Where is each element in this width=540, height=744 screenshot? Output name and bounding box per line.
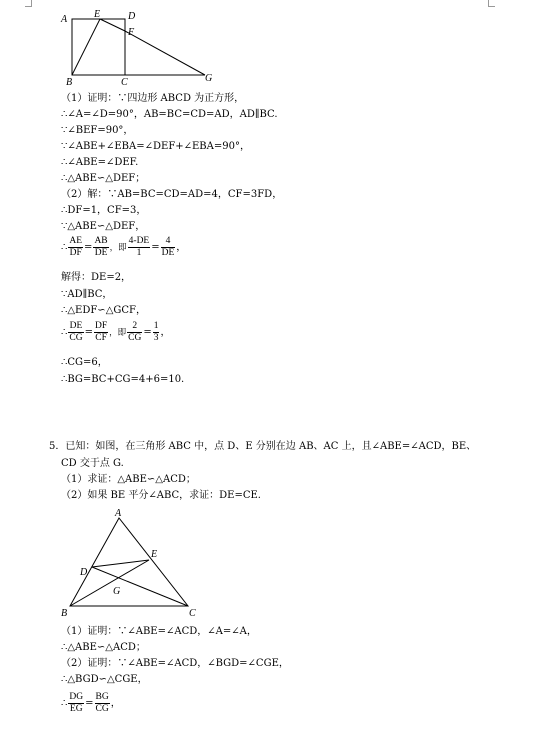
label-d: D bbox=[128, 11, 136, 22]
label-a: A bbox=[61, 14, 68, 25]
label-e: E bbox=[151, 549, 158, 560]
label-g: G bbox=[205, 73, 213, 84]
q5-part-2: （2）如果 BE 平分∠ABC，求证：DE=CE. bbox=[61, 490, 261, 501]
sol4-line-16: ∴BG=BC+CG=4+6=10. bbox=[61, 374, 185, 385]
sol4-line-15: ∴CG=6， bbox=[61, 357, 108, 368]
fraction-4-de-1: $\frac{4-DE}{1}$ bbox=[128, 236, 150, 258]
fraction-ab-de: $\frac{AB}{DE}$ bbox=[94, 236, 108, 258]
label-g: G bbox=[113, 586, 121, 597]
fraction-2-cg: $\frac{2}{CG}$ bbox=[128, 321, 142, 343]
segment-cd bbox=[92, 567, 188, 606]
fraction-1-3: $\frac{1}{3}$ bbox=[153, 321, 159, 343]
label-c: C bbox=[189, 608, 196, 619]
fraction-4-de: $\frac{4}{DE}$ bbox=[161, 236, 175, 258]
segment-de bbox=[92, 560, 149, 567]
sol4-line-1: （1）证明：∵四边形 ABCD 为正方形， bbox=[61, 93, 245, 104]
corner-mark-left-h bbox=[25, 6, 32, 7]
sol5-line-4: ∴△BGD∽△CGE， bbox=[61, 674, 148, 685]
figure-square-abcd bbox=[55, 8, 225, 86]
label-f: F bbox=[128, 27, 135, 38]
fraction-de-cg: $\frac{DE}{CG}$ bbox=[69, 321, 83, 343]
figure-triangle-abc bbox=[58, 505, 208, 619]
sol4-line-11: 解得：DE=2， bbox=[61, 272, 132, 283]
sol5-line-3: （2）证明：∵∠ABE=∠ACD，∠BGD=∠CGE， bbox=[61, 658, 289, 669]
sol4-line-5: ∴∠ABE=∠DEF. bbox=[61, 157, 139, 168]
label-e: E bbox=[94, 9, 101, 20]
sol4-line-14-fraction: ∴ $\frac{DE}{CG}$ = $\frac{DF}{CF}$ ，即 $\frac{2}{CG}$ = $\frac{1}{3}$ ， bbox=[61, 321, 171, 343]
label-b: B bbox=[61, 608, 68, 619]
sol4-line-9: ∵△ABE∽△DEF， bbox=[61, 221, 146, 232]
label-c: C bbox=[121, 77, 128, 86]
segment-be bbox=[72, 19, 100, 75]
segment-ef bbox=[100, 19, 125, 31]
q5-stem-line-2: CD 交于点 G. bbox=[61, 458, 124, 469]
sol4-line-8: ∴DF=1，CF=3， bbox=[61, 205, 147, 216]
fraction-df-cf: $\frac{DF}{CF}$ bbox=[94, 321, 108, 343]
sol4-line-12: ∵AD∥BC， bbox=[61, 289, 113, 300]
segment-fg bbox=[125, 31, 205, 75]
label-a: A bbox=[115, 508, 122, 519]
label-b: B bbox=[66, 77, 73, 86]
fraction-ae-df: $\frac{AE}{DF}$ bbox=[69, 236, 83, 258]
sol5-line-5-fraction: ∴ $\frac{DG}{EG}$ = $\frac{BG}{CG}$ ， bbox=[61, 692, 121, 714]
sol4-line-2: ∴∠A=∠D=90°，AB=BC=CD=AD，AD∥BC. bbox=[61, 109, 278, 120]
sol4-line-10-fraction: ∴ $\frac{AE}{DF}$ = $\frac{AB}{DE}$ ，即 $\frac{4-DE}{1}$ = $\frac{4}{DE}$ ， bbox=[61, 236, 187, 258]
sol4-line-13: ∴△EDF∽△GCF， bbox=[61, 305, 146, 316]
corner-mark-right-h bbox=[488, 6, 495, 7]
therefore-symbol: ∴ bbox=[61, 242, 68, 253]
sol5-line-1: （1）证明：∵∠ABE=∠ACD，∠A=∠A， bbox=[61, 626, 257, 637]
label-d: D bbox=[80, 567, 88, 578]
fraction-dg-eg: $\frac{DG}{EG}$ bbox=[69, 692, 84, 714]
sol4-line-6: ∴△ABE∽△DEF； bbox=[61, 173, 146, 184]
sol5-line-2: ∴△ABE∽△ACD； bbox=[61, 642, 146, 653]
q5-stem-line-1: 5．已知：如图，在三角形 ABC 中，点 D、E 分别在边 AB、AC 上，且∠ABE=∠ACD，BE、 bbox=[49, 441, 477, 452]
sol4-line-7: （2）解：∵AB=BC=CD=AD=4，CF=3FD， bbox=[61, 189, 283, 200]
sol4-line-3: ∵∠BEF=90°， bbox=[61, 125, 134, 136]
q5-part-1: （1）求证：△ABE∽△ACD； bbox=[61, 474, 196, 485]
sol4-line-4: ∵∠ABE+∠EBA=∠DEF+∠EBA=90°， bbox=[61, 141, 250, 152]
fraction-bg-cg: $\frac{BG}{CG}$ bbox=[95, 692, 109, 714]
